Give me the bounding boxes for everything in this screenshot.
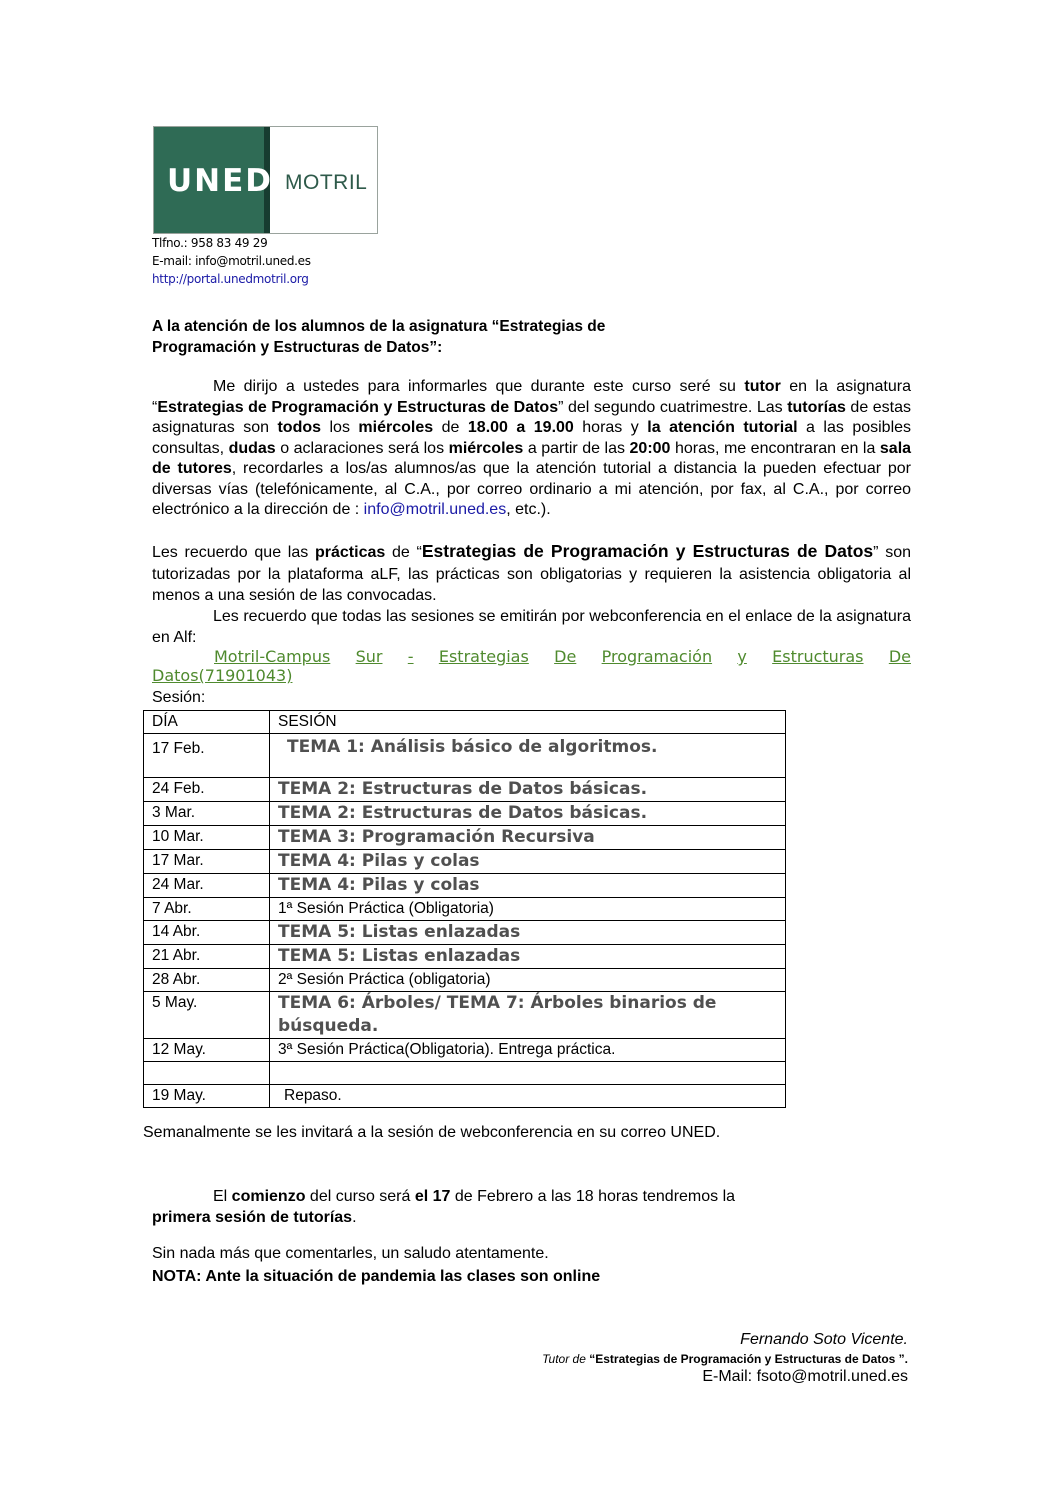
row-session <box>270 826 786 850</box>
table-row <box>144 874 786 898</box>
text-bold: todos <box>277 419 322 436</box>
text-bold: sala de tutores <box>152 439 912 477</box>
table-row <box>144 1085 786 1108</box>
text-bold: prácticas <box>315 544 386 561</box>
table-row <box>144 1039 786 1062</box>
text-bold: primera sesión de tutorías <box>152 1209 353 1226</box>
row-day: 24 Mar. <box>144 874 270 898</box>
table-row <box>144 802 786 826</box>
row-day: 12 May. <box>144 1039 270 1062</box>
table-row <box>144 969 786 992</box>
table-row <box>144 921 786 945</box>
session-topic: TEMA 4: Pilas y colas <box>278 851 480 871</box>
practice-paragraph <box>152 541 911 607</box>
row-day <box>144 1062 270 1085</box>
table-row <box>144 850 786 874</box>
text: horas y <box>573 419 648 436</box>
contact-web-link[interactable]: http://portal.unedmotril.org <box>152 272 309 286</box>
row-day: 21 Abr. <box>144 945 270 969</box>
link-word[interactable]: Programación <box>601 647 713 666</box>
text: de Febrero a las 18 horas tendremos la <box>450 1188 736 1205</box>
logo-campus: MOTRIL <box>285 171 368 194</box>
info-email-link[interactable]: info@motril.uned.es <box>363 501 507 518</box>
text: del curso será <box>305 1188 415 1205</box>
role-prefix: Tutor de <box>542 1352 590 1366</box>
text: Les recuerdo que las <box>152 544 315 561</box>
session-topic: TEMA 6: Árboles/ TEMA 7: Árboles binarios de búsqueda. <box>278 993 717 1036</box>
row-session <box>270 850 786 874</box>
closing-text: Sin nada más que comentarles, un saludo atentamente. <box>152 1245 549 1262</box>
nota-text: : Ante la situación de pandemia las clases son online <box>196 1268 601 1285</box>
text-bold: miércoles <box>448 439 524 457</box>
text: Me dirijo a ustedes para informarles que durante este curso seré su <box>213 378 745 395</box>
row-session: Repaso. <box>270 1085 786 1108</box>
course-link[interactable] <box>152 647 911 685</box>
text-bold: 18.00 a 19.00 <box>467 419 574 436</box>
row-session <box>270 921 786 945</box>
nota-label: NOTA <box>152 1268 197 1285</box>
letter-heading <box>152 316 712 358</box>
row-session <box>270 778 786 802</box>
session-topic: TEMA 3: Programación Recursiva <box>278 827 595 847</box>
subject-name: Estrategias de Programación y Estructuras de Datos <box>421 541 874 561</box>
role-subject: “Estrategias de Programación y Estructuras de Datos ”. <box>589 1352 908 1366</box>
text: ” del segundo cuatrimestre. Las <box>558 398 788 416</box>
course-link-line-2[interactable] <box>152 666 911 685</box>
webconference-paragraph: Les recuerdo que todas las sesiones se emitirán por webconferencia en el enlace de la asignatura en Alf: <box>152 608 911 646</box>
course-link-line-1[interactable] <box>214 647 911 666</box>
row-day: 19 May. <box>144 1085 270 1108</box>
subject-name: Estrategias de Programación y Estructuras de Datos <box>157 398 559 416</box>
heading-line-1: A la atención de los alumnos de la asignatura “Estrategias de <box>152 318 606 335</box>
text: El <box>213 1188 232 1205</box>
text-bold: 20:00 <box>629 439 671 457</box>
row-session <box>270 734 786 778</box>
row-session <box>270 802 786 826</box>
contact-phone: Tlfno.: 958 83 49 29 <box>152 236 268 250</box>
row-day: 3 Mar. <box>144 802 270 826</box>
header-day: DÍA <box>144 711 270 734</box>
link-word[interactable]: - <box>407 647 414 666</box>
schedule-table <box>143 710 786 1108</box>
weekly-note: Semanalmente se les invitará a la sesión de webconferencia en su correo UNED. <box>143 1124 721 1141</box>
text-bold: tutor <box>744 378 781 395</box>
session-topic: TEMA 5: Listas enlazadas <box>278 946 521 966</box>
link-word[interactable]: Sur <box>355 647 383 666</box>
text-bold: tutorías <box>787 398 846 416</box>
uned-motril-logo <box>153 126 378 234</box>
start-paragraph <box>152 1186 852 1228</box>
row-day: 7 Abr. <box>144 898 270 921</box>
text-bold: miércoles <box>358 419 434 436</box>
signature-role <box>542 1352 908 1366</box>
table-row <box>144 992 786 1039</box>
link-word[interactable]: De <box>554 647 577 666</box>
text-bold: el 17 <box>414 1188 451 1205</box>
table-row <box>144 778 786 802</box>
row-session: 3ª Sesión Práctica(Obligatoria). Entrega práctica. <box>270 1039 786 1062</box>
link-word[interactable]: De <box>888 647 911 666</box>
link-word[interactable]: y <box>737 647 747 666</box>
text: , recordarles a los/as alumnos/as que la atención tutorial a distancia la pueden efectuar por diversas vías (telefónicamente, al C.A., por correo ordinario a mi atención, por fax, al C.A., por correo electrónico a la dirección de : <box>152 460 912 518</box>
start-line-1 <box>152 1186 852 1207</box>
table-row <box>144 945 786 969</box>
text: ” son tutorizadas por la plataforma aLF, las prácticas son obligatorias y requieren la asistencia obligatoria al menos a una sesión de las convocadas. <box>152 544 912 604</box>
row-day: 5 May. <box>144 992 270 1039</box>
session-topic: TEMA 5: Listas enlazadas <box>278 922 521 942</box>
row-day: 14 Abr. <box>144 921 270 945</box>
text: o aclaraciones será los <box>275 439 449 457</box>
link-word[interactable]: Estructuras <box>772 647 864 666</box>
text: de “ <box>385 544 422 561</box>
row-day: 28 Abr. <box>144 969 270 992</box>
text: de estas asignaturas son <box>152 398 912 436</box>
table-row-empty <box>144 1062 786 1085</box>
table-header-row <box>144 711 786 734</box>
row-day: 17 Feb. <box>144 734 270 778</box>
text: a partir de las <box>523 439 630 457</box>
link-word[interactable]: Estrategias <box>438 647 529 666</box>
link-word[interactable]: Datos(71901043) <box>152 666 293 685</box>
session-topic: TEMA 4: Pilas y colas <box>278 875 480 895</box>
row-session <box>270 992 786 1039</box>
session-label: Sesión: <box>152 689 206 706</box>
row-session: 1ª Sesión Práctica (Obligatoria) <box>270 898 786 921</box>
text-bold: comienzo <box>231 1188 306 1205</box>
row-day: 10 Mar. <box>144 826 270 850</box>
logo-brand: UNED <box>167 163 274 199</box>
text: de <box>433 419 468 436</box>
signature-name: Fernando Soto Vicente. <box>740 1331 908 1348</box>
session-topic: TEMA 2: Estructuras de Datos básicas. <box>278 779 648 799</box>
row-day: 17 Mar. <box>144 850 270 874</box>
text: . <box>352 1209 357 1226</box>
text-bold: la atención tutorial <box>647 419 798 436</box>
intro-paragraph <box>152 377 911 521</box>
start-line-2 <box>152 1207 852 1228</box>
row-session: 2ª Sesión Práctica (obligatoria) <box>270 969 786 992</box>
link-word[interactable]: Motril-Campus <box>214 647 331 666</box>
text-bold: dudas <box>228 439 276 457</box>
row-session <box>270 1062 786 1085</box>
row-session <box>270 874 786 898</box>
row-session <box>270 945 786 969</box>
nota <box>152 1268 600 1286</box>
row-day: 24 Feb. <box>144 778 270 802</box>
text: horas, me encontraran en la <box>670 439 880 457</box>
text: en la asignatura “ <box>152 378 911 416</box>
heading-line-2: Programación y Estructuras de Datos”: <box>152 339 443 356</box>
contact-email: E-mail: info@motril.uned.es <box>152 254 311 268</box>
text: los <box>321 419 359 436</box>
table-row <box>144 734 786 778</box>
text: a las posibles consultas, <box>152 419 912 457</box>
table-row <box>144 826 786 850</box>
signature-email: E-Mail: fsoto@motril.uned.es <box>702 1368 908 1385</box>
header-session: SESIÓN <box>270 711 786 734</box>
session-topic: TEMA 2: Estructuras de Datos básicas. <box>278 803 648 823</box>
session-topic: TEMA 1: Análisis básico de algoritmos. <box>287 737 658 757</box>
text: , etc.). <box>506 501 551 518</box>
table-row <box>144 898 786 921</box>
